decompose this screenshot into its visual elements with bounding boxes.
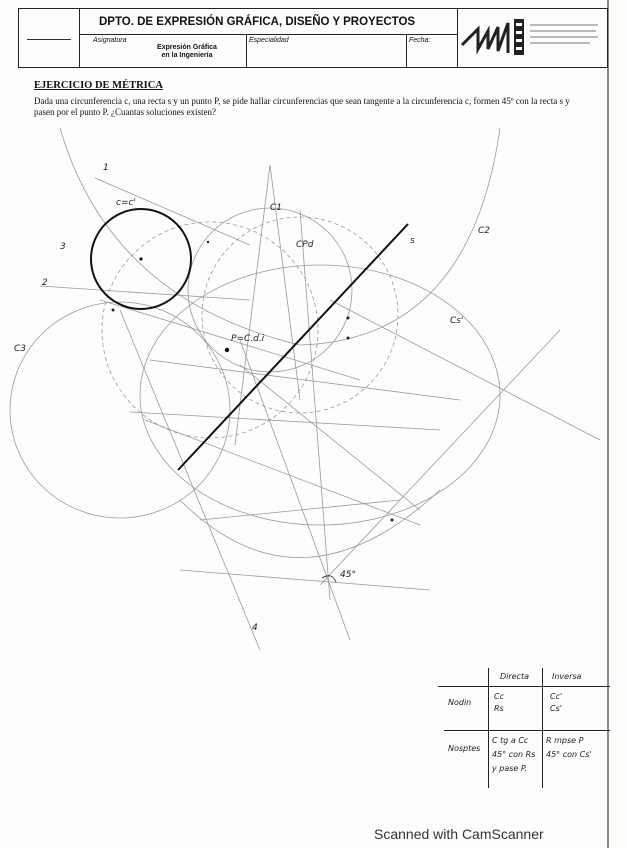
cell-1-directa-1: Cc	[494, 692, 504, 701]
label-c4: 4	[252, 623, 258, 633]
exercise-statement: Dada una circunferencia c, una recta s y un punto P, se pide hallar circunferencias que sean tangente a la circunferencia c, formen 45º con la recta s y pasen por el punto P. ¿Cuantas soluciones existen?	[34, 96, 570, 117]
table-hline-top	[438, 686, 610, 687]
department-name: DPTO. DE EXPRESIÓN GRÁFICA, DISEÑO Y PROYECTOS	[79, 9, 457, 35]
circle-c-center	[139, 257, 142, 260]
asignatura-value-line1: Expresión Gráfica	[157, 44, 217, 51]
arc-c2	[60, 128, 500, 345]
cell-2-directa-1: C tg a Cc	[492, 736, 529, 745]
row-label-2: Nosptes	[448, 744, 481, 753]
cell-1-inversa-2: Cs'	[550, 704, 562, 713]
col-header-inversa: Inversa	[552, 672, 582, 681]
label-p: P=C.d.i	[231, 334, 265, 344]
table-hline-mid	[444, 730, 610, 731]
label-c3: C3	[14, 344, 27, 354]
especialidad-label: Especialidad	[249, 37, 289, 44]
label-angle: 45°	[340, 570, 356, 580]
label-c2: C2	[478, 226, 491, 236]
cell-1-inversa-1: Cc'	[550, 692, 563, 701]
label-cpd: CPd	[296, 240, 314, 250]
cell-2-directa-3: y pase P.	[492, 764, 528, 773]
label-s: s	[410, 236, 415, 246]
label-n1: 1	[103, 163, 109, 173]
label-cs: Cs'	[450, 316, 464, 326]
cell-2-inversa-1: R mpse P	[546, 736, 584, 745]
col-header-directa: Directa	[500, 672, 530, 681]
row-label-1: Nodin	[448, 698, 472, 707]
solutions-table	[438, 668, 610, 794]
label-n3: 3	[60, 242, 66, 252]
label-n2: 2	[42, 278, 48, 288]
label-c: c=c'	[116, 198, 136, 208]
cell-2-directa-2: 45° con Rs	[492, 750, 536, 759]
circle-c1	[188, 208, 352, 372]
cell-2-inversa-2: 45° con Cs'	[546, 750, 592, 759]
arc-bottom	[180, 490, 440, 558]
scanner-watermark: Scanned with CamScanner	[374, 826, 544, 842]
table-vline-2	[542, 668, 543, 788]
fecha-label: Fecha:	[409, 37, 431, 44]
table-vline-1	[488, 668, 489, 788]
exercise-title: EJERCICIO DE MÉTRICA	[34, 80, 163, 91]
point-p	[225, 348, 229, 352]
label-c1: C1	[270, 203, 283, 213]
circle-c3	[10, 302, 230, 518]
cell-1-directa-2: Rs	[494, 704, 504, 713]
asignatura-label: Asignatura	[93, 37, 127, 44]
circle-dashed-1	[102, 222, 318, 438]
asignatura-value-line2: en la Ingeniería	[161, 52, 213, 59]
